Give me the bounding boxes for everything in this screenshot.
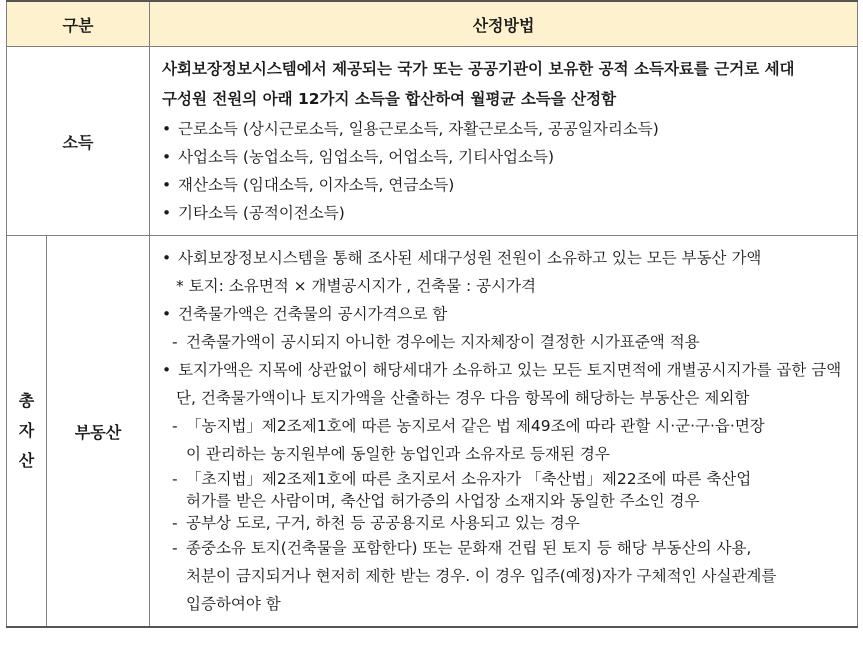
bullet-mark: • [162, 148, 172, 166]
bullet-mark: • [162, 249, 172, 267]
income-intro-line2: 구성원 전원의 아래 12가지 소득을 합산하여 월평균 소득을 산정함 [162, 90, 617, 108]
asset-bullet-1-note: * 토지: 소유면적 × 개별공시지가 , 건축물 : 공시가격 [176, 277, 537, 295]
exclusion-item-4-cont: 처분이 금지되거나 현저히 제한 받는 경우. 이 경우 입주(예정)자가 구체적인 사실관계를 [186, 567, 777, 585]
table-header-row [7, 1, 858, 47]
header-category: 구분 [7, 1, 150, 47]
income-item-text: 근로소득 (상시근로소득, 일용근로소득, 자활근로소득, 공공일자리소득) [178, 120, 659, 138]
bullet-mark: • [162, 361, 172, 379]
income-item [162, 115, 847, 143]
income-item [162, 199, 847, 227]
asset-bullet-1-text: 사회보장정보시스템을 통해 조사된 세대구성원 전원이 소유하고 있는 모든 부동산 가액 [178, 249, 762, 267]
income-item [162, 171, 847, 199]
real-estate-content [150, 236, 858, 628]
dash-mark: - [172, 470, 178, 488]
asset-bullet-1 [162, 244, 847, 272]
asset-bullet-2-text: 건축물가액은 건축물의 공시가격으로 함 [178, 305, 448, 323]
income-item-text: 재산소득 (임대소득, 이자소득, 연금소득) [178, 176, 455, 194]
exclusion-item-4-text: 종중소유 토지(건축물을 포함한다) 또는 문화재 건립 된 토지 등 해당 부동산의 사용, [186, 539, 752, 557]
bullet-mark: • [162, 120, 172, 138]
real-estate-label: 부동산 [47, 236, 150, 628]
income-row [7, 47, 858, 236]
asset-bullet-2 [162, 300, 847, 328]
income-asset-table [6, 0, 858, 628]
exclusion-item-2 [162, 468, 847, 490]
total-asset-char: 총 [18, 391, 35, 410]
exclusion-item-4 [162, 534, 847, 562]
bullet-mark: • [162, 305, 172, 323]
income-item-text: 기타소득 (공적이전소득) [178, 204, 345, 222]
income-label: 소득 [7, 47, 150, 236]
total-asset-label [7, 236, 47, 628]
bullet-mark: • [162, 176, 172, 194]
asset-bullet-3-text: 토지가액은 지목에 상관없이 해당세대가 소유하고 있는 모든 토지면적에 개별공시지가를 곱한 금액 [178, 361, 842, 379]
exclusion-item-4-cont2: 입증하여야 함 [186, 595, 281, 613]
total-asset-char: 자 [18, 421, 35, 440]
exclusion-item-1-text: 「농지법」제2조제1호에 따른 농지로서 같은 법 제49조에 따라 관할 시·군·구·읍·면장 [186, 417, 765, 435]
exclusion-item-2-text: 「초지법」제2조제1호에 따른 초지로서 소유자가 「축산법」제22조에 따른 축산업 [186, 470, 752, 488]
total-asset-char: 산 [18, 451, 35, 470]
exclusion-item-1-cont: 이 관리하는 농지원부에 동일한 농업인과 소유자로 등재된 경우 [186, 445, 610, 463]
asset-bullet-3-cont: 단, 건축물가액이나 토지가액을 산출하는 경우 다음 항목에 해당하는 부동산은 제외함 [176, 389, 750, 407]
dash-mark: - [172, 539, 178, 557]
income-content [150, 47, 858, 236]
income-item [162, 143, 847, 171]
dash-mark: - [172, 417, 178, 435]
header-method: 산정방법 [150, 1, 858, 47]
bullet-mark: • [162, 204, 172, 222]
dash-mark: - [172, 514, 178, 532]
exclusion-item-2-cont: 허가를 받은 사람이며, 축산업 허가증의 사업장 소재지와 동일한 주소인 경우 [186, 492, 700, 510]
asset-bullet-2-sub-text: 건축물가액이 공시되지 아니한 경우에는 지자체장이 결정한 시가표준액 적용 [186, 333, 700, 351]
asset-bullet-3 [162, 356, 847, 384]
dash-mark: - [172, 333, 178, 351]
asset-row [7, 236, 858, 628]
asset-bullet-2-sub [162, 328, 847, 356]
income-item-text: 사업소득 (농업소득, 임업소득, 어업소득, 기티사업소득) [178, 148, 555, 166]
exclusion-item-3-text: 공부상 도로, 구거, 하천 등 공공용지로 사용되고 있는 경우 [186, 514, 580, 532]
income-intro-line1: 사회보장정보시스템에서 제공되는 국가 또는 공공기관이 보유한 공적 소득자료를 근거로 세대 [162, 60, 795, 78]
exclusion-item-1 [162, 412, 847, 440]
exclusion-item-3 [162, 512, 847, 534]
